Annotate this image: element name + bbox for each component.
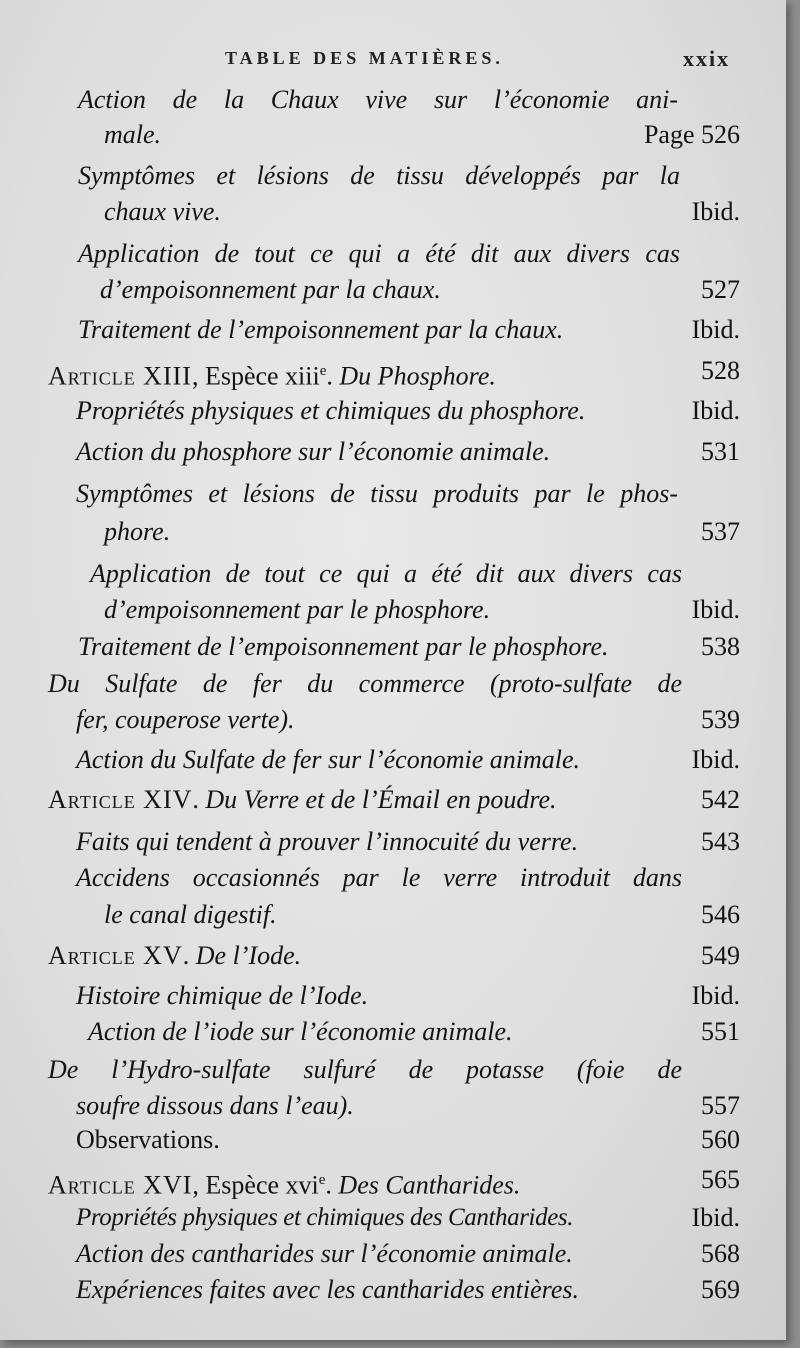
toc-entry-line: d’empoisonnement par le phosphore. [104, 595, 491, 624]
toc-page-number: Ibid. [691, 197, 740, 226]
toc-page-number: 537 [701, 517, 740, 546]
article-title: Du Verre et de l’Émail en poudre. [205, 785, 557, 814]
toc-entry-line: Traitement de l’empoisonnement par la chaux. [78, 315, 564, 344]
toc-page-number: 549 [701, 941, 740, 970]
toc-entry-line: Propriétés physiques et chimiques des Cantharides. [76, 1204, 574, 1231]
toc-entry-line: Action de la Chaux vive sur l’économie ani- [78, 85, 678, 114]
article-title: De l’Iode. [195, 941, 302, 970]
toc-article-heading [48, 938, 301, 974]
toc-page-number: 543 [701, 827, 740, 856]
toc-page-number: Ibid. [691, 1203, 740, 1232]
folio-number: xxix [683, 46, 731, 71]
toc-entry-line: Expériences faites avec les cantharides entières. [76, 1275, 579, 1304]
toc-page-number: 527 [701, 275, 740, 304]
toc-page-number: 568 [701, 1239, 740, 1268]
toc-page-number: 560 [701, 1125, 740, 1154]
toc-page-number: 546 [701, 900, 740, 929]
toc-entry-line: male. [104, 120, 162, 149]
toc-page-number: 557 [701, 1091, 740, 1120]
toc-entry-line: Accidens occasionnés par le verre introduit dans [76, 863, 682, 892]
article-label: Article XIII [48, 361, 192, 391]
toc-entry-line: Action des cantharides sur l’économie animale. [76, 1239, 573, 1268]
toc-entry-line: Action de l’iode sur l’économie animale. [88, 1017, 513, 1046]
toc-page-number: 538 [701, 632, 740, 661]
toc-entry-line: De l’Hydro-sulfate sulfuré de potasse (foie de [48, 1055, 682, 1084]
toc-page-number: Ibid. [691, 595, 740, 624]
article-label: Article XV [48, 941, 183, 970]
article-species: , Espèce xiii [191, 361, 320, 391]
article-superscript: e [319, 363, 327, 379]
running-title: TABLE DES MATIÈRES. [225, 48, 504, 68]
toc-page-number: Ibid. [691, 981, 740, 1010]
toc-article-heading [48, 1162, 520, 1198]
toc-entry-line: phore. [104, 517, 171, 546]
toc-page-number: Page 526 [643, 120, 740, 149]
article-punct: . [182, 941, 190, 970]
toc-entry-line: le canal digestif. [104, 900, 277, 929]
article-title: Du Phosphore. [339, 361, 496, 391]
toc-entry-line: Propriétés physiques et chimiques du phosphore. [76, 396, 586, 425]
toc-entry-line: soufre dissous dans l’eau). [76, 1091, 354, 1120]
toc-entry-line: Application de tout ce qui a été dit aux divers cas [78, 239, 680, 268]
article-punct: . [326, 361, 333, 391]
article-punct: . [325, 1170, 332, 1200]
toc-entry-line: Action du phosphore sur l’économie animale. [76, 437, 551, 466]
toc-page-number: 569 [701, 1275, 740, 1304]
toc-page-number: Ibid. [691, 745, 740, 774]
toc-page-number: 528 [701, 356, 740, 385]
toc-entry-line: Faits qui tendent à prouver l’innocuité du verre. [76, 827, 579, 856]
article-label: Article XIV [48, 785, 193, 814]
toc-page-number: 531 [701, 437, 740, 466]
toc-page-number: 565 [701, 1165, 740, 1194]
toc-entry-line: Application de tout ce qui a été dit aux divers cas [90, 559, 682, 588]
toc-page-number: Ibid. [691, 315, 740, 344]
toc-entry-line: Symptômes et lésions de tissu développés par la [78, 161, 680, 190]
running-head [0, 42, 786, 76]
article-species: , Espèce xvi [192, 1170, 319, 1200]
toc-article-heading [48, 353, 496, 389]
article-punct: . [192, 785, 199, 814]
article-label: Article XVI [48, 1170, 193, 1200]
article-superscript: e [318, 1172, 326, 1188]
toc-page-number: 551 [701, 1017, 740, 1046]
toc-entry-line: fer, couperose verte). [76, 705, 295, 734]
toc-entry-line: Traitement de l’empoisonnement par le phosphore. [78, 632, 609, 661]
toc-entry-line: Observations. [76, 1125, 220, 1154]
toc-page-number: Ibid. [691, 396, 740, 425]
toc-entry-line: chaux vive. [104, 197, 221, 226]
toc-entry-line: Action du Sulfate de fer sur l’économie animale. [76, 745, 581, 774]
toc-entry-line: Du Sulfate de fer du commerce (proto-sulfate de [48, 669, 682, 698]
toc-page-number: 542 [701, 785, 740, 814]
article-title: Des Cantharides. [338, 1170, 521, 1200]
toc-entry-line: Histoire chimique de l’Iode. [76, 981, 369, 1010]
toc-entry-line: d’empoisonnement par la chaux. [100, 275, 441, 304]
toc-entry-line: Symptômes et lésions de tissu produits par le phos- [76, 479, 678, 508]
toc-article-heading [48, 782, 557, 818]
toc-page-number: 539 [701, 705, 740, 734]
